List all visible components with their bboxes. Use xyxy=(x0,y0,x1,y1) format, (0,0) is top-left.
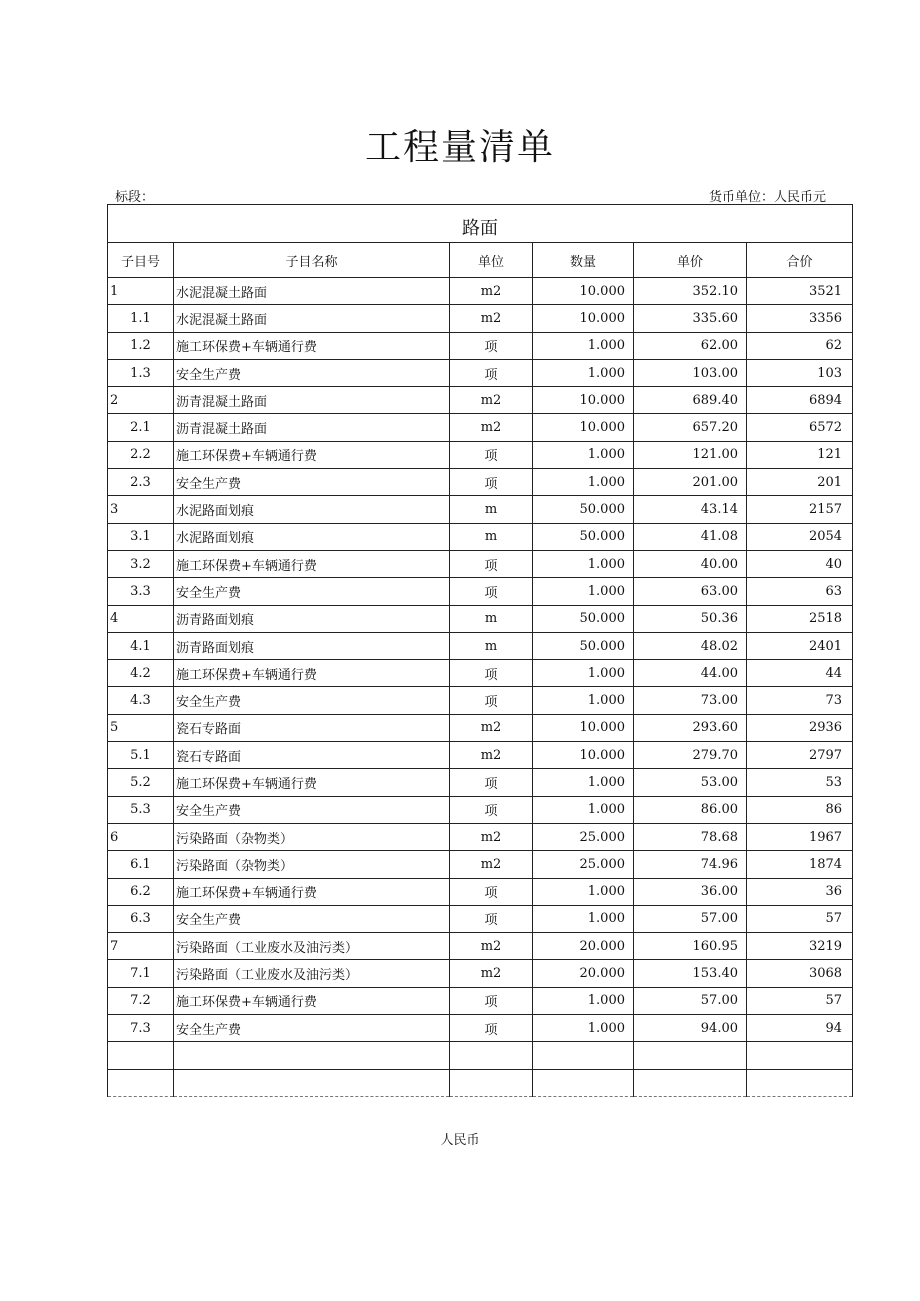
cell-name: 安全生产费 xyxy=(174,359,450,386)
empty-cell xyxy=(634,1042,747,1069)
cell-unit: m2 xyxy=(450,823,533,850)
cell-quantity: 1.000 xyxy=(533,1015,634,1042)
cell-unit: 项 xyxy=(450,441,533,468)
cell-total: 2797 xyxy=(747,742,853,769)
cell-total: 3356 xyxy=(747,305,853,332)
cell-unit: 项 xyxy=(450,469,533,496)
empty-cell xyxy=(747,1069,853,1096)
cell-total: 1874 xyxy=(747,851,853,878)
cell-quantity: 50.000 xyxy=(533,605,634,632)
cell-quantity: 50.000 xyxy=(533,632,634,659)
cell-unit-price: 73.00 xyxy=(634,687,747,714)
cell-unit-price: 153.40 xyxy=(634,960,747,987)
cell-code: 7.1 xyxy=(108,960,174,987)
table-row xyxy=(108,278,853,305)
cell-unit-price: 657.20 xyxy=(634,414,747,441)
empty-cell xyxy=(533,1042,634,1069)
empty-cell xyxy=(747,1042,853,1069)
table-row xyxy=(108,796,853,823)
header-total: 合价 xyxy=(747,243,853,278)
cell-code: 1.3 xyxy=(108,359,174,386)
cell-name: 沥青路面划痕 xyxy=(174,632,450,659)
cell-total: 53 xyxy=(747,769,853,796)
cell-quantity: 1.000 xyxy=(533,769,634,796)
cell-code: 6.1 xyxy=(108,851,174,878)
cell-unit-price: 40.00 xyxy=(634,550,747,577)
table-row xyxy=(108,933,853,960)
cell-name: 安全生产费 xyxy=(174,469,450,496)
table-row xyxy=(108,1015,853,1042)
cell-unit-price: 279.70 xyxy=(634,742,747,769)
cell-code: 4 xyxy=(108,605,174,632)
cell-code: 4.1 xyxy=(108,632,174,659)
cell-name: 瓷石专路面 xyxy=(174,742,450,769)
cell-unit: m2 xyxy=(450,387,533,414)
cell-quantity: 10.000 xyxy=(533,414,634,441)
cell-total: 201 xyxy=(747,469,853,496)
cell-unit: 项 xyxy=(450,332,533,359)
cell-name: 污染路面（杂物类） xyxy=(174,823,450,850)
table-row xyxy=(108,332,853,359)
cell-code: 3.2 xyxy=(108,550,174,577)
empty-cell xyxy=(108,1042,174,1069)
cell-quantity: 1.000 xyxy=(533,796,634,823)
cell-code: 7.2 xyxy=(108,987,174,1014)
table-row xyxy=(108,823,853,850)
table-row xyxy=(108,441,853,468)
table-row xyxy=(108,632,853,659)
table-row xyxy=(108,960,853,987)
cell-name: 水泥路面划痕 xyxy=(174,496,450,523)
cell-quantity: 25.000 xyxy=(533,823,634,850)
cell-total: 73 xyxy=(747,687,853,714)
cell-quantity: 20.000 xyxy=(533,933,634,960)
cell-total: 103 xyxy=(747,359,853,386)
cell-total: 44 xyxy=(747,660,853,687)
cell-quantity: 1.000 xyxy=(533,987,634,1014)
empty-cell xyxy=(533,1069,634,1096)
cell-unit-price: 160.95 xyxy=(634,933,747,960)
cell-unit-price: 689.40 xyxy=(634,387,747,414)
header-unit: 单位 xyxy=(450,243,533,278)
empty-row xyxy=(108,1069,853,1096)
cell-name: 安全生产费 xyxy=(174,1015,450,1042)
cell-name: 水泥路面划痕 xyxy=(174,523,450,550)
cell-total: 94 xyxy=(747,1015,853,1042)
cell-code: 7 xyxy=(108,933,174,960)
cell-total: 2157 xyxy=(747,496,853,523)
cell-name: 安全生产费 xyxy=(174,796,450,823)
cell-name: 污染路面（工业废水及油污类） xyxy=(174,933,450,960)
cell-unit: m2 xyxy=(450,714,533,741)
cell-total: 2936 xyxy=(747,714,853,741)
empty-cell xyxy=(634,1069,747,1096)
cell-quantity: 1.000 xyxy=(533,441,634,468)
cell-quantity: 1.000 xyxy=(533,359,634,386)
cell-code: 5 xyxy=(108,714,174,741)
cell-total: 121 xyxy=(747,441,853,468)
cell-name: 瓷石专路面 xyxy=(174,714,450,741)
cell-name: 安全生产费 xyxy=(174,905,450,932)
cell-code: 2.1 xyxy=(108,414,174,441)
cell-total: 3521 xyxy=(747,278,853,305)
cell-unit-price: 43.14 xyxy=(634,496,747,523)
cell-unit-price: 63.00 xyxy=(634,578,747,605)
cell-name: 水泥混凝土路面 xyxy=(174,278,450,305)
cell-name: 施工环保费+车辆通行费 xyxy=(174,769,450,796)
table-row xyxy=(108,905,853,932)
cell-name: 施工环保费+车辆通行费 xyxy=(174,987,450,1014)
empty-cell xyxy=(108,1069,174,1096)
cell-quantity: 10.000 xyxy=(533,278,634,305)
cell-unit-price: 103.00 xyxy=(634,359,747,386)
table-row xyxy=(108,578,853,605)
cell-quantity: 1.000 xyxy=(533,550,634,577)
cell-unit: 项 xyxy=(450,550,533,577)
cell-unit-price: 86.00 xyxy=(634,796,747,823)
cell-code: 4.2 xyxy=(108,660,174,687)
cell-total: 3219 xyxy=(747,933,853,960)
cell-total: 36 xyxy=(747,878,853,905)
cell-name: 污染路面（杂物类） xyxy=(174,851,450,878)
cell-unit: m2 xyxy=(450,960,533,987)
table-row xyxy=(108,387,853,414)
cell-quantity: 10.000 xyxy=(533,714,634,741)
cell-unit: m2 xyxy=(450,278,533,305)
cell-code: 2.3 xyxy=(108,469,174,496)
table-row xyxy=(108,987,853,1014)
table-row xyxy=(108,305,853,332)
cell-unit-price: 48.02 xyxy=(634,632,747,659)
cell-unit: 项 xyxy=(450,660,533,687)
cell-unit-price: 293.60 xyxy=(634,714,747,741)
currency-label: 货币单位：人民币元 xyxy=(708,190,826,205)
cell-quantity: 1.000 xyxy=(533,687,634,714)
cell-code: 1.2 xyxy=(108,332,174,359)
cell-unit: 项 xyxy=(450,687,533,714)
cell-unit: 项 xyxy=(450,905,533,932)
cell-total: 6572 xyxy=(747,414,853,441)
cell-code: 1.1 xyxy=(108,305,174,332)
cell-quantity: 10.000 xyxy=(533,305,634,332)
cell-code: 3.1 xyxy=(108,523,174,550)
cell-code: 6 xyxy=(108,823,174,850)
table-row xyxy=(108,851,853,878)
cell-total: 57 xyxy=(747,987,853,1014)
cell-code: 5.2 xyxy=(108,769,174,796)
cell-total: 57 xyxy=(747,905,853,932)
cell-name: 沥青混凝土路面 xyxy=(174,387,450,414)
cell-total: 2401 xyxy=(747,632,853,659)
cell-code: 2.2 xyxy=(108,441,174,468)
cell-unit-price: 36.00 xyxy=(634,878,747,905)
cell-unit-price: 50.36 xyxy=(634,605,747,632)
cell-unit-price: 57.00 xyxy=(634,987,747,1014)
cell-quantity: 1.000 xyxy=(533,878,634,905)
section-title: 路面 xyxy=(108,205,853,243)
cell-name: 施工环保费+车辆通行费 xyxy=(174,441,450,468)
cell-quantity: 10.000 xyxy=(533,387,634,414)
cell-unit: 项 xyxy=(450,359,533,386)
table-row xyxy=(108,523,853,550)
cell-name: 水泥混凝土路面 xyxy=(174,305,450,332)
cell-name: 污染路面（工业废水及油污类） xyxy=(174,960,450,987)
cell-unit: 项 xyxy=(450,769,533,796)
cell-name: 施工环保费+车辆通行费 xyxy=(174,878,450,905)
cell-unit: 项 xyxy=(450,878,533,905)
header-name: 子目名称 xyxy=(174,243,450,278)
empty-cell xyxy=(450,1042,533,1069)
cell-quantity: 1.000 xyxy=(533,332,634,359)
cell-total: 6894 xyxy=(747,387,853,414)
cell-name: 施工环保费+车辆通行费 xyxy=(174,332,450,359)
cell-code: 6.2 xyxy=(108,878,174,905)
cell-unit-price: 57.00 xyxy=(634,905,747,932)
cell-quantity: 10.000 xyxy=(533,742,634,769)
cell-unit: m2 xyxy=(450,742,533,769)
cell-unit: m xyxy=(450,523,533,550)
empty-cell xyxy=(174,1042,450,1069)
cell-unit: m2 xyxy=(450,414,533,441)
header-unit-price: 单价 xyxy=(634,243,747,278)
cell-name: 安全生产费 xyxy=(174,578,450,605)
cell-code: 5.1 xyxy=(108,742,174,769)
cell-unit: 项 xyxy=(450,1015,533,1042)
cell-unit-price: 121.00 xyxy=(634,441,747,468)
cell-code: 6.3 xyxy=(108,905,174,932)
table-row xyxy=(108,878,853,905)
cell-total: 63 xyxy=(747,578,853,605)
cell-quantity: 1.000 xyxy=(533,660,634,687)
cell-total: 3068 xyxy=(747,960,853,987)
document-title: 工程量清单 xyxy=(364,127,555,168)
table-row xyxy=(108,550,853,577)
table-row xyxy=(108,605,853,632)
cell-unit: m xyxy=(450,605,533,632)
cell-total: 40 xyxy=(747,550,853,577)
cell-unit: 项 xyxy=(450,987,533,1014)
cell-name: 沥青混凝土路面 xyxy=(174,414,450,441)
cell-name: 施工环保费+车辆通行费 xyxy=(174,660,450,687)
cell-name: 安全生产费 xyxy=(174,687,450,714)
cell-code: 1 xyxy=(108,278,174,305)
cell-unit-price: 352.10 xyxy=(634,278,747,305)
table-row xyxy=(108,660,853,687)
cell-code: 5.3 xyxy=(108,796,174,823)
cell-quantity: 1.000 xyxy=(533,578,634,605)
cell-unit-price: 62.00 xyxy=(634,332,747,359)
cell-unit-price: 78.68 xyxy=(634,823,747,850)
cell-total: 2054 xyxy=(747,523,853,550)
cell-quantity: 1.000 xyxy=(533,905,634,932)
table-row xyxy=(108,496,853,523)
cell-quantity: 20.000 xyxy=(533,960,634,987)
cell-code: 3 xyxy=(108,496,174,523)
empty-cell xyxy=(174,1069,450,1096)
table-row xyxy=(108,742,853,769)
cell-unit: m xyxy=(450,496,533,523)
cell-quantity: 50.000 xyxy=(533,523,634,550)
cell-unit-price: 41.08 xyxy=(634,523,747,550)
cell-quantity: 25.000 xyxy=(533,851,634,878)
bill-of-quantities-table xyxy=(107,204,853,1097)
table-row xyxy=(108,469,853,496)
cell-unit: 项 xyxy=(450,796,533,823)
header-quantity: 数量 xyxy=(533,243,634,278)
cell-quantity: 1.000 xyxy=(533,469,634,496)
cell-code: 4.3 xyxy=(108,687,174,714)
table-row xyxy=(108,359,853,386)
cell-unit-price: 44.00 xyxy=(634,660,747,687)
cell-name: 施工环保费+车辆通行费 xyxy=(174,550,450,577)
cell-unit-price: 94.00 xyxy=(634,1015,747,1042)
cell-code: 3.3 xyxy=(108,578,174,605)
section-label: 标段： xyxy=(115,190,155,205)
cell-code: 2 xyxy=(108,387,174,414)
cell-unit-price: 201.00 xyxy=(634,469,747,496)
cell-name: 沥青路面划痕 xyxy=(174,605,450,632)
footer-currency: 人民币 xyxy=(440,1133,480,1148)
cell-unit-price: 74.96 xyxy=(634,851,747,878)
cell-unit: m2 xyxy=(450,305,533,332)
empty-row xyxy=(108,1042,853,1069)
cell-unit: m xyxy=(450,632,533,659)
cell-unit-price: 335.60 xyxy=(634,305,747,332)
header-code: 子目号 xyxy=(108,243,174,278)
cell-unit: 项 xyxy=(450,578,533,605)
cell-total: 86 xyxy=(747,796,853,823)
cell-total: 62 xyxy=(747,332,853,359)
cell-total: 1967 xyxy=(747,823,853,850)
cell-unit: m2 xyxy=(450,933,533,960)
cell-total: 2518 xyxy=(747,605,853,632)
cell-unit: m2 xyxy=(450,851,533,878)
empty-cell xyxy=(450,1069,533,1096)
table-row xyxy=(108,414,853,441)
table-row xyxy=(108,714,853,741)
cell-quantity: 50.000 xyxy=(533,496,634,523)
cell-unit-price: 53.00 xyxy=(634,769,747,796)
table-row xyxy=(108,687,853,714)
table-row xyxy=(108,769,853,796)
cell-code: 7.3 xyxy=(108,1015,174,1042)
